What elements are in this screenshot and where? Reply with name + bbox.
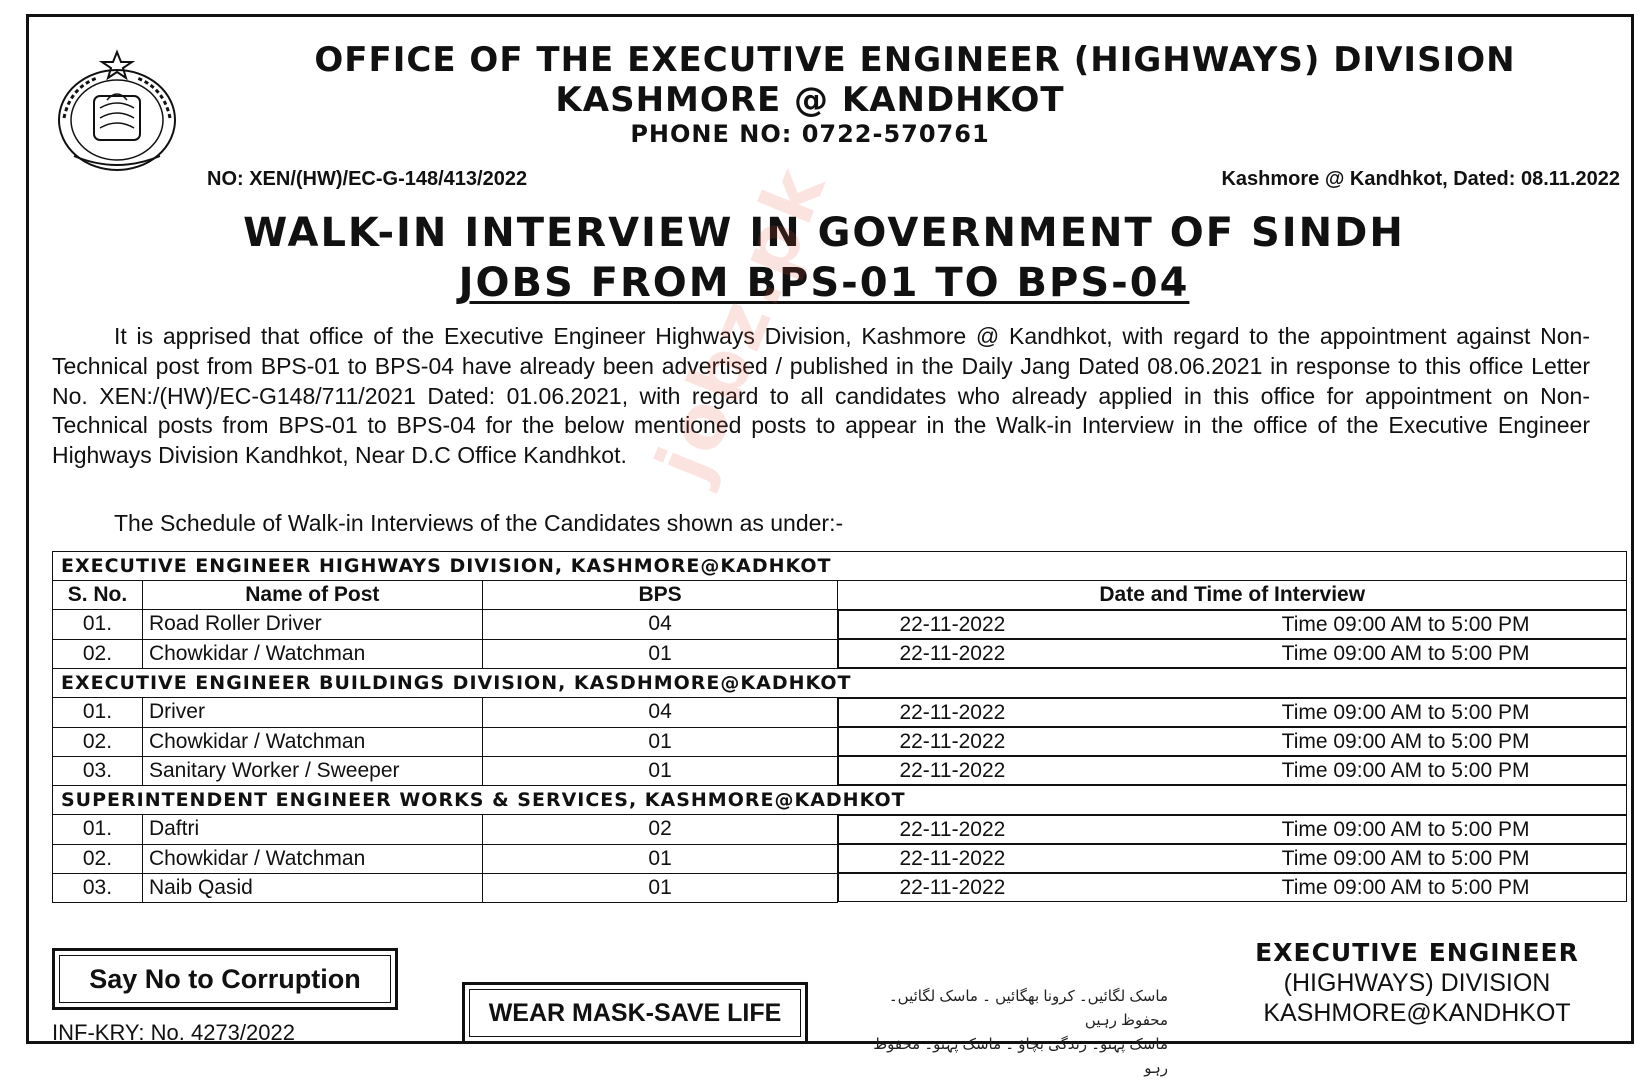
interview-schedule-table (52, 551, 1627, 903)
cell-bps: 01 (482, 844, 838, 873)
header-datetime: Date and Time of Interview (838, 581, 1627, 610)
sindh-government-seal-icon (52, 48, 182, 176)
cell-sno: 01. (53, 698, 143, 728)
table-row (53, 873, 1627, 902)
cell-post: Sanitary Worker / Sweeper (142, 756, 482, 786)
say-no-to-corruption-label: Say No to Corruption (59, 955, 391, 1003)
cell-post: Chowkidar / Watchman (142, 844, 482, 873)
cell-sno: 03. (53, 756, 143, 786)
cell-sno: 03. (53, 873, 143, 902)
cell-post: Chowkidar / Watchman (142, 639, 482, 669)
cell-time: Time 09:00 AM to 5:00 PM (1281, 729, 1530, 753)
advert-subtitle: JOBS FROM BPS-01 TO BPS-04 (458, 260, 1190, 306)
cell-date: 22-11-2022 (899, 817, 1006, 841)
cell-bps: 02 (482, 815, 838, 845)
cell-datetime (838, 698, 1626, 727)
table-row (53, 727, 1627, 756)
section-header-row (53, 786, 1627, 815)
section-header-row (53, 669, 1627, 698)
cell-time: Time 09:00 AM to 5:00 PM (1281, 758, 1530, 782)
urdu-line-2: ماسک پہنو۔ زندگی بچاؤ ۔ ماسک پہنو۔ محفوظ رہو (873, 1036, 1168, 1077)
say-no-to-corruption-box (52, 948, 398, 1010)
cell-post: Road Roller Driver (142, 610, 482, 640)
header-sno: S. No. (53, 581, 143, 610)
section-title: EXECUTIVE ENGINEER HIGHWAYS DIVISION, KASHMORE@KADHKOT (53, 552, 1627, 581)
cell-datetime (838, 815, 1626, 844)
header-post: Name of Post (142, 581, 482, 610)
cell-bps: 01 (482, 639, 838, 669)
cell-time: Time 09:00 AM to 5:00 PM (1281, 846, 1530, 870)
body-paragraph: It is apprised that office of the Executive Engineer Highways Division, Kashmore @ Kandhkot, with regard to the appointment against Non-Technical post from BPS-01 to BPS-04 have already been advertised / published in the Daily Jang Dated 08.06.2021 in response to this office Letter No. XEN:/(HW)/EC-G148/711/2021 Dated: 01.06.2021, with regard to all candidates who already applied in this office for appointment on Non-Technical posts from BPS-01 to BPS-04 for the below mentioned posts to appear in the Walk-in Interview in the office of the Executive Engineer Highways Division Kandhkot, Near D.C Office Kandhkot. (52, 323, 1590, 469)
signatory-location: KASHMORE@KANDHKOT (1263, 999, 1571, 1027)
table-row (53, 756, 1627, 786)
cell-date: 22-11-2022 (899, 846, 1006, 870)
table-row (53, 610, 1627, 640)
cell-time: Time 09:00 AM to 5:00 PM (1281, 641, 1530, 665)
column-header-row (53, 581, 1627, 610)
reference-number: NO: XEN/(HW)/EC-G-148/413/2022 (207, 168, 528, 190)
wear-mask-box (462, 982, 808, 1044)
cell-date: 22-11-2022 (899, 641, 1006, 665)
cell-date: 22-11-2022 (899, 700, 1006, 724)
cell-bps: 01 (482, 873, 838, 902)
watermark: jobz.pk (640, 153, 844, 493)
cell-post: Daftri (142, 815, 482, 845)
cell-sno: 01. (53, 610, 143, 640)
office-title: OFFICE OF THE EXECUTIVE ENGINEER (HIGHWAYS) DIVISION (314, 40, 1516, 80)
cell-bps: 01 (482, 727, 838, 756)
cell-sno: 02. (53, 727, 143, 756)
cell-sno: 01. (53, 815, 143, 845)
cell-datetime (838, 639, 1626, 668)
cell-post: Naib Qasid (142, 873, 482, 902)
schedule-intro: The Schedule of Walk-in Interviews of the Candidates shown as under:- (114, 510, 844, 536)
cell-bps: 01 (482, 756, 838, 786)
cell-datetime (838, 610, 1626, 639)
signature-block (1218, 938, 1616, 1028)
advert-title: WALK-IN INTERVIEW IN GOVERNMENT OF SINDH (243, 210, 1405, 256)
cell-datetime (838, 756, 1626, 785)
office-location: KASHMORE @ KANDHKOT (555, 80, 1065, 120)
table-row (53, 698, 1627, 728)
cell-datetime (838, 844, 1626, 873)
section-title: SUPERINTENDENT ENGINEER WORKS & SERVICES, KASHMORE@KADHKOT (53, 786, 1627, 815)
cell-post: Driver (142, 698, 482, 728)
urdu-mask-slogan (868, 985, 1168, 1081)
cell-date: 22-11-2022 (899, 758, 1006, 782)
signatory-division: (HIGHWAYS) DIVISION (1283, 969, 1551, 997)
wear-mask-label: WEAR MASK-SAVE LIFE (469, 989, 801, 1037)
header-bps: BPS (482, 581, 838, 610)
cell-time: Time 09:00 AM to 5:00 PM (1281, 875, 1530, 899)
signatory-title: EXECUTIVE ENGINEER (1255, 938, 1579, 967)
cell-date: 22-11-2022 (899, 875, 1006, 899)
cell-bps: 04 (482, 610, 838, 640)
section-title: EXECUTIVE ENGINEER BUILDINGS DIVISION, KASDHMORE@KADHKOT (53, 669, 1627, 698)
office-phone: PHONE NO: 0722-570761 (630, 120, 990, 148)
table-row (53, 639, 1627, 669)
cell-bps: 04 (482, 698, 838, 728)
cell-post: Chowkidar / Watchman (142, 727, 482, 756)
cell-date: 22-11-2022 (899, 729, 1006, 753)
cell-time: Time 09:00 AM to 5:00 PM (1281, 612, 1530, 636)
section-header-row (53, 552, 1627, 581)
inf-kry-number: INF-KRY: No. 4273/2022 (52, 1020, 295, 1045)
cell-sno: 02. (53, 844, 143, 873)
cell-datetime (838, 727, 1626, 756)
cell-date: 22-11-2022 (899, 612, 1006, 636)
table-row (53, 844, 1627, 873)
cell-sno: 02. (53, 639, 143, 669)
cell-datetime (838, 873, 1626, 902)
issue-date: Kashmore @ Kandhkot, Dated: 08.11.2022 (1221, 168, 1620, 190)
table-row (53, 815, 1627, 845)
cell-time: Time 09:00 AM to 5:00 PM (1281, 700, 1530, 724)
urdu-line-1: ماسک لگائیں۔ کرونا بھگائیں ۔ ماسک لگائیں۔ محفوظ رہیں (888, 988, 1168, 1029)
cell-time: Time 09:00 AM to 5:00 PM (1281, 817, 1530, 841)
